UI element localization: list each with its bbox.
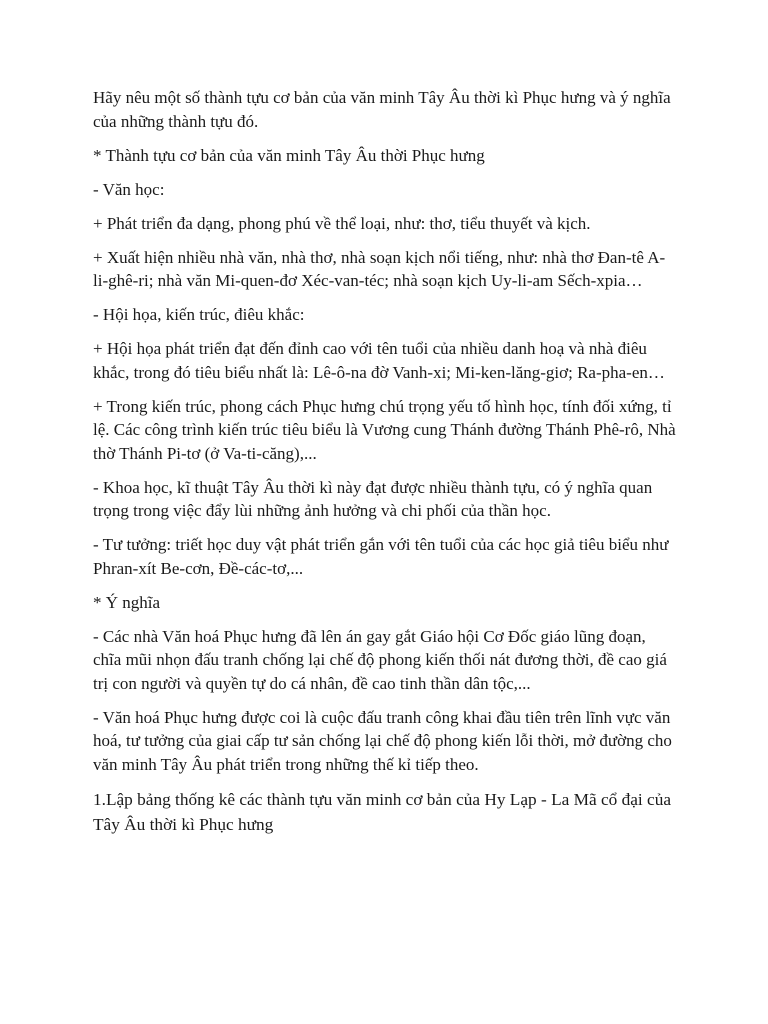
literature-heading: - Văn học: — [93, 179, 165, 199]
exercise-question: 1.Lập bảng thống kê các thành tựu văn minh cơ bản của Hy Lạp - La Mã cổ đại của Tây Âu thời kì Phục hưng — [93, 789, 672, 834]
literature-point-authors: + Xuất hiện nhiều nhà văn, nhà thơ, nhà soạn kịch nổi tiếng, như: nhà thơ Đan-tê A-li-ghê-ri; nhà văn Mi-quen-đơ Xéc-van-téc; nhà soạn kịch Uy-li-am Sếch-xpia… — [93, 247, 666, 290]
question-paragraph: Hãy nêu một số thành tựu cơ bản của văn minh Tây Âu thời kì Phục hưng và ý nghĩa của những thành tựu đó. — [93, 88, 671, 131]
arts-point-painting: + Hội họa phát triển đạt đến đỉnh cao với tên tuổi của nhiều danh hoạ và nhà điêu khắc, trong đó tiêu biểu nhất là: Lê-ô-na đờ Vanh-xi; Mi-ken-lăng-giơ; Ra-pha-en… — [93, 339, 665, 382]
literature-point-genres: + Phát triển đa dạng, phong phú về thể loại, như: thơ, tiểu thuyết và kịch. — [93, 213, 591, 233]
document-page — [93, 86, 678, 847]
arts-heading: - Hội họa, kiến trúc, điêu khắc: — [93, 305, 305, 324]
thought-paragraph: - Tư tưởng: triết học duy vật phát triển gắn với tên tuổi của các học giả tiêu biểu như Phran-xít Be-cơn, Đề-các-tơ,... — [93, 535, 669, 578]
section-heading-achievements: * Thành tựu cơ bản của văn minh Tây Âu thời Phục hưng — [93, 145, 485, 165]
science-paragraph: - Khoa học, kĩ thuật Tây Âu thời kì này đạt được nhiều thành tựu, có ý nghĩa quan trọng trong việc đẩy lùi những ảnh hưởng và chi phối của thần học. — [93, 477, 653, 520]
meaning-point-struggle: - Văn hoá Phục hưng được coi là cuộc đấu tranh công khai đầu tiên trên lĩnh vực văn hoá, tư tưởng của giai cấp tư sản chống lại chế độ phong kiến lỗi thời, mở đường cho văn minh Tây Âu phát triển trong những thế kỉ tiếp theo. — [93, 707, 672, 774]
section-heading-meaning: * Ý nghĩa — [93, 592, 161, 612]
meaning-point-church: - Các nhà Văn hoá Phục hưng đã lên án gay gắt Giáo hội Cơ Đốc giáo lũng đoạn, chĩa mũi nhọn đấu tranh chống lại chế độ phong kiến thối nát đương thời, đề cao giá trị con người và quyền tự do cá nhân, đề cao tinh thần dân tộc,... — [93, 626, 667, 693]
arts-point-architecture: + Trong kiến trúc, phong cách Phục hưng chú trọng yếu tố hình học, tính đối xứng, tỉ lệ. Các công trình kiến trúc tiêu biểu là Vương cung Thánh đường Thánh Phê-rô, Nhà thờ Thánh Pi-tơ (ở Va-ti-căng),... — [93, 396, 676, 463]
